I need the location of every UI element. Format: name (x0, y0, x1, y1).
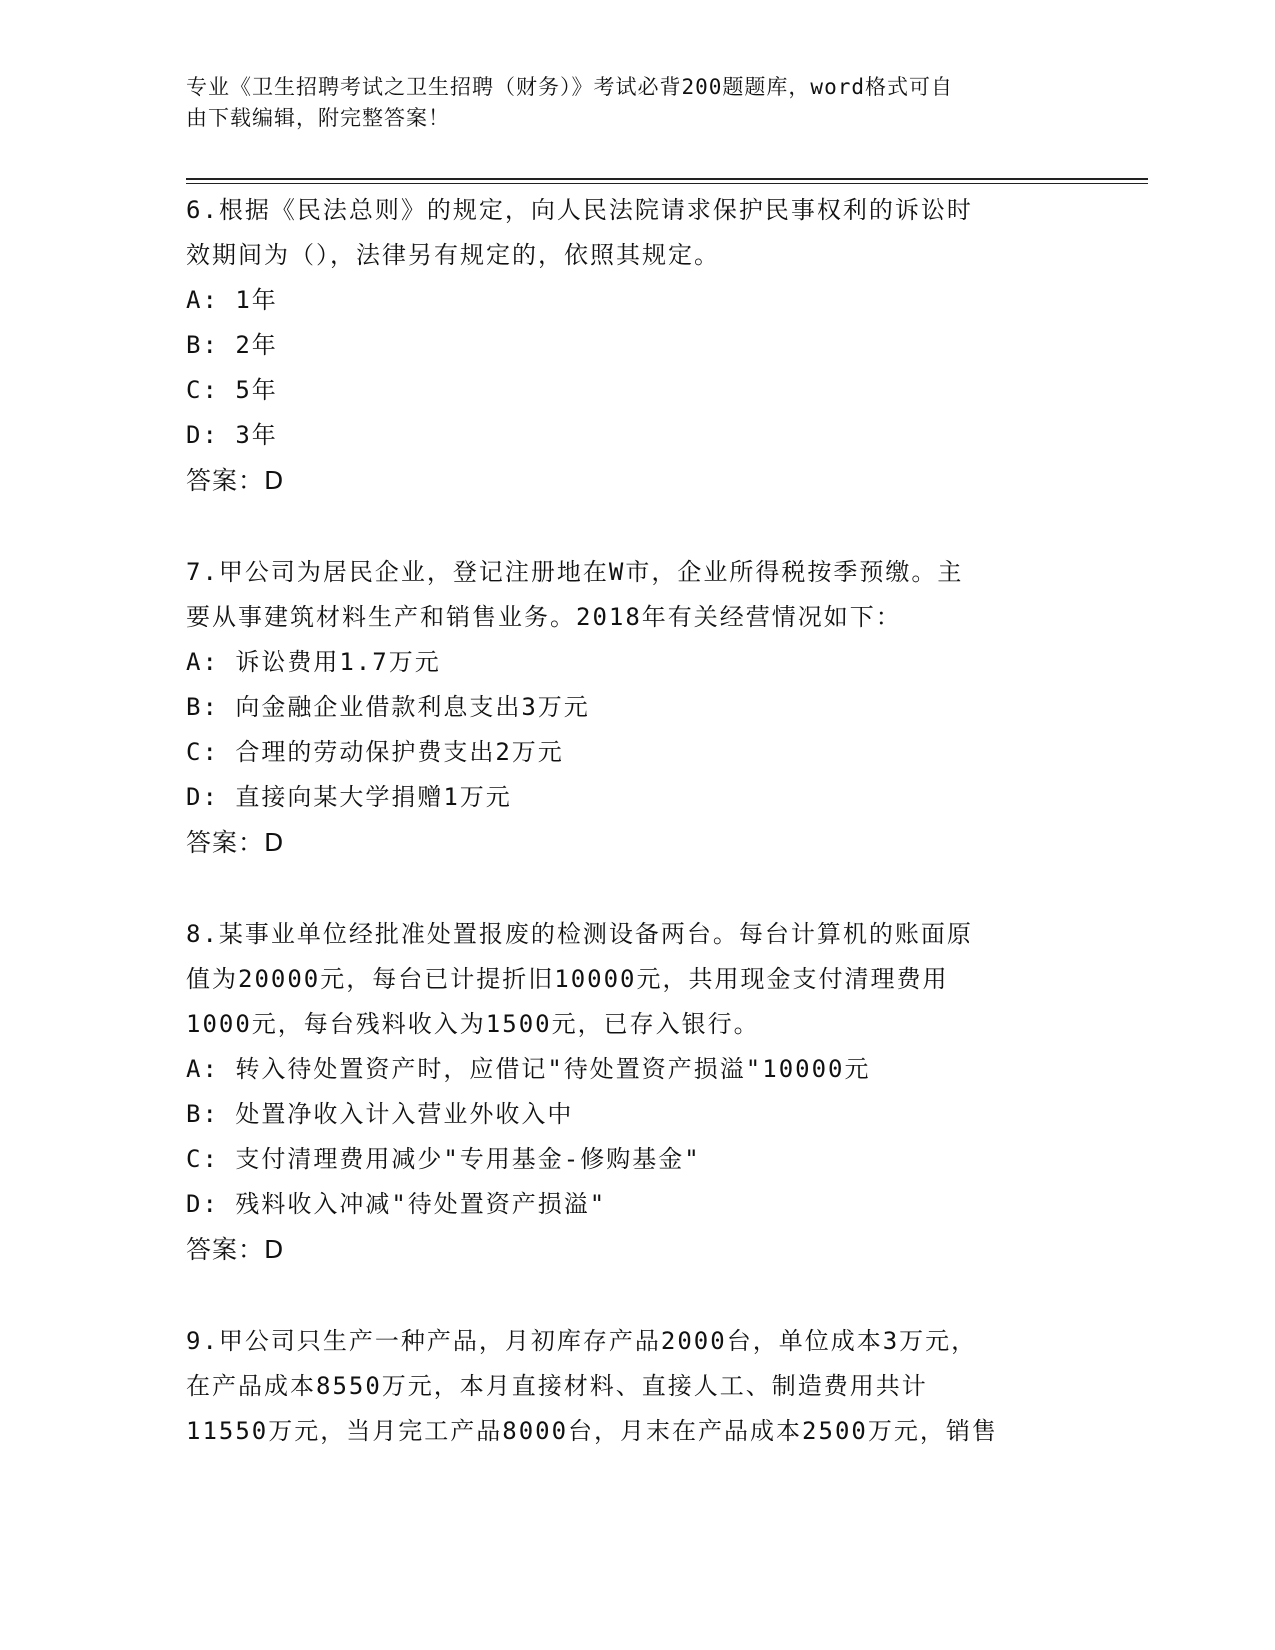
question-8 (186, 912, 1136, 1272)
option-c: C: 支付清理费用减少"专用基金-修购基金" (186, 1145, 701, 1173)
question-text-line: 7.甲公司为居民企业，登记注册地在W市，企业所得税按季预缴。主 (186, 558, 964, 586)
question-text-line: 8.某事业单位经批准处置报废的检测设备两台。每台计算机的账面原 (186, 920, 973, 948)
question-list (186, 188, 1136, 1454)
question-text-line: 效期间为（），法律另有规定的，依照其规定。 (186, 241, 720, 269)
option-a: A: 转入待处置资产时，应借记"待处置资产损溢"10000元 (186, 1055, 871, 1083)
option-c: C: 5年 (186, 376, 278, 404)
question-text-line: 6.根据《民法总则》的规定，向人民法院请求保护民事权利的诉讼时 (186, 196, 973, 224)
option-a: A: 1年 (186, 286, 278, 314)
option-c: C: 合理的劳动保护费支出2万元 (186, 738, 564, 766)
document-header (186, 72, 1086, 134)
question-spacer (186, 1272, 1136, 1319)
answer-label: 答案：D (186, 466, 285, 495)
option-d: D: 直接向某大学捐赠1万元 (186, 783, 512, 811)
header-divider-thin (186, 183, 1148, 184)
question-text-line: 值为20000元，每台已计提折旧10000元，共用现金支付清理费用 (186, 965, 949, 993)
option-a: A: 诉讼费用1.7万元 (186, 648, 441, 676)
question-text-line: 9.甲公司只生产一种产品，月初库存产品2000台，单位成本3万元， (186, 1327, 978, 1355)
question-spacer (186, 865, 1136, 912)
answer-label: 答案：D (186, 1235, 285, 1264)
question-text-line: 在产品成本8550万元，本月直接材料、直接人工、制造费用共计 (186, 1372, 928, 1400)
header-line-2: 由下载编辑，附完整答案！ (186, 106, 450, 130)
question-spacer (186, 503, 1136, 550)
option-d: D: 3年 (186, 421, 278, 449)
question-7 (186, 550, 1136, 865)
question-text-line: 11550万元，当月完工产品8000台，月末在产品成本2500万元，销售 (186, 1417, 998, 1445)
header-line-1: 专业《卫生招聘考试之卫生招聘（财务）》考试必背200题题库，word格式可自 (186, 75, 953, 99)
header-divider-thick (186, 178, 1148, 180)
option-b: B: 向金融企业借款利息支出3万元 (186, 693, 590, 721)
option-d: D: 残料收入冲减"待处置资产损溢" (186, 1190, 607, 1218)
option-b: B: 处置净收入计入营业外收入中 (186, 1100, 574, 1128)
question-6 (186, 188, 1136, 503)
question-text-line: 1000元，每台残料收入为1500元，已存入银行。 (186, 1010, 760, 1038)
answer-label: 答案：D (186, 828, 285, 857)
option-b: B: 2年 (186, 331, 278, 359)
question-text-line: 要从事建筑材料生产和销售业务。2018年有关经营情况如下： (186, 603, 902, 631)
question-9 (186, 1319, 1136, 1454)
